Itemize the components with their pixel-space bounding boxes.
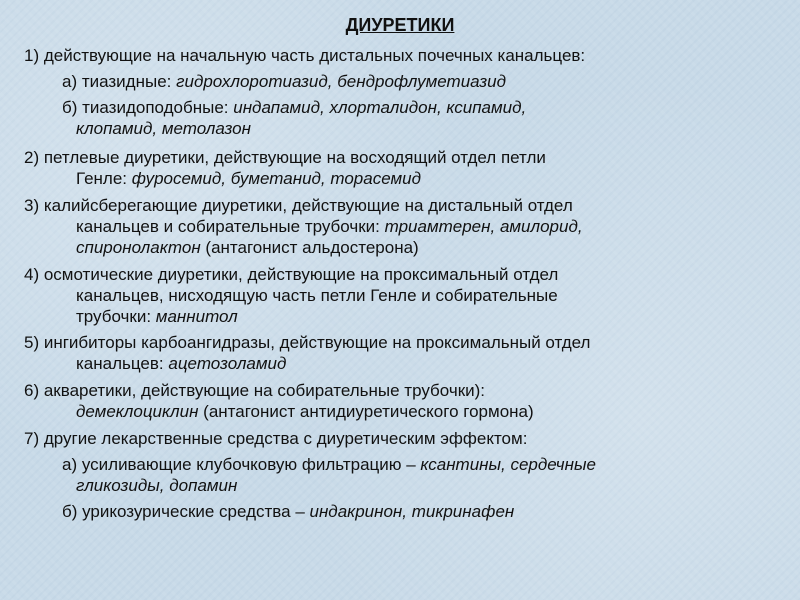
item-1a-drugs: гидрохлоротиазид, бендрофлуметиазид <box>176 72 506 91</box>
item-7-heading: 7) другие лекарственные средства с диуретическим эффектом: <box>24 429 528 448</box>
item-5-drugs: ацетозоламид <box>168 354 287 373</box>
item-7b-label: б) урикозурические средства – <box>62 502 310 521</box>
item-7b <box>62 502 514 522</box>
item-6-line-1: 6) акваретики, действующие на собирательные трубочки): <box>24 381 486 400</box>
item-7a-drugs-1: ксантины, сердечные <box>420 455 596 474</box>
item-5-line-2 <box>76 354 286 374</box>
item-7b-drugs: индакринон, тикринафен <box>309 502 515 521</box>
item-3-line-3 <box>76 238 419 258</box>
item-7a <box>62 455 596 475</box>
slide-title: ДИУРЕТИКИ <box>345 15 455 35</box>
item-1a-label: а) тиазидные: <box>62 72 177 91</box>
item-5-line-1: 5) ингибиторы карбоангидразы, действующие на проксимальный отдел <box>24 333 591 352</box>
item-3-text: канальцев и собирательные трубочки: <box>76 217 385 236</box>
item-7a-label: а) усиливающие клубочковую фильтрацию – <box>62 455 421 474</box>
item-1-heading: 1) действующие на начальную часть дистальных почечных канальцев: <box>24 46 586 65</box>
item-6-drugs: демеклоциклин <box>76 402 199 421</box>
item-6-note: (антагонист антидиуретического гормона) <box>198 402 534 421</box>
item-4-drugs: маннитол <box>155 307 238 326</box>
item-3-note: (антагонист альдостерона) <box>200 238 419 257</box>
item-3-drugs-2: спиронолактон <box>76 238 201 257</box>
item-4-text: трубочки: <box>76 307 156 326</box>
item-5-text: канальцев: <box>76 354 169 373</box>
item-4-line-1: 4) осмотические диуретики, действующие на проксимальный отдел <box>24 265 559 284</box>
item-4-line-3 <box>76 307 238 327</box>
item-2-line-1: 2) петлевые диуретики, действующие на восходящий отдел петли <box>24 148 546 167</box>
item-2-line-2 <box>76 169 421 189</box>
item-1b-label: б) тиазидоподобные: <box>62 98 234 117</box>
item-6-line-2 <box>76 402 534 422</box>
item-1b <box>62 98 526 118</box>
item-2-drugs: фуросемид, буметанид, торасемид <box>131 169 421 188</box>
item-7a-drugs-2: гликозиды, допамин <box>76 476 238 495</box>
item-1b-drugs-2: клопамид, метолазон <box>76 119 251 138</box>
item-4-line-2: канальцев, нисходящую часть петли Генле и собирательные <box>76 286 558 305</box>
item-1b-drugs-1: индапамид, хлорталидон, ксипамид, <box>233 98 527 117</box>
item-3-drugs-1: триамтерен, амилорид, <box>384 217 583 236</box>
item-3-line-2 <box>76 217 583 237</box>
item-1a <box>62 72 506 92</box>
item-3-line-1: 3) калийсберегающие диуретики, действующие на дистальный отдел <box>24 196 573 215</box>
item-2-text: Генле: <box>76 169 132 188</box>
